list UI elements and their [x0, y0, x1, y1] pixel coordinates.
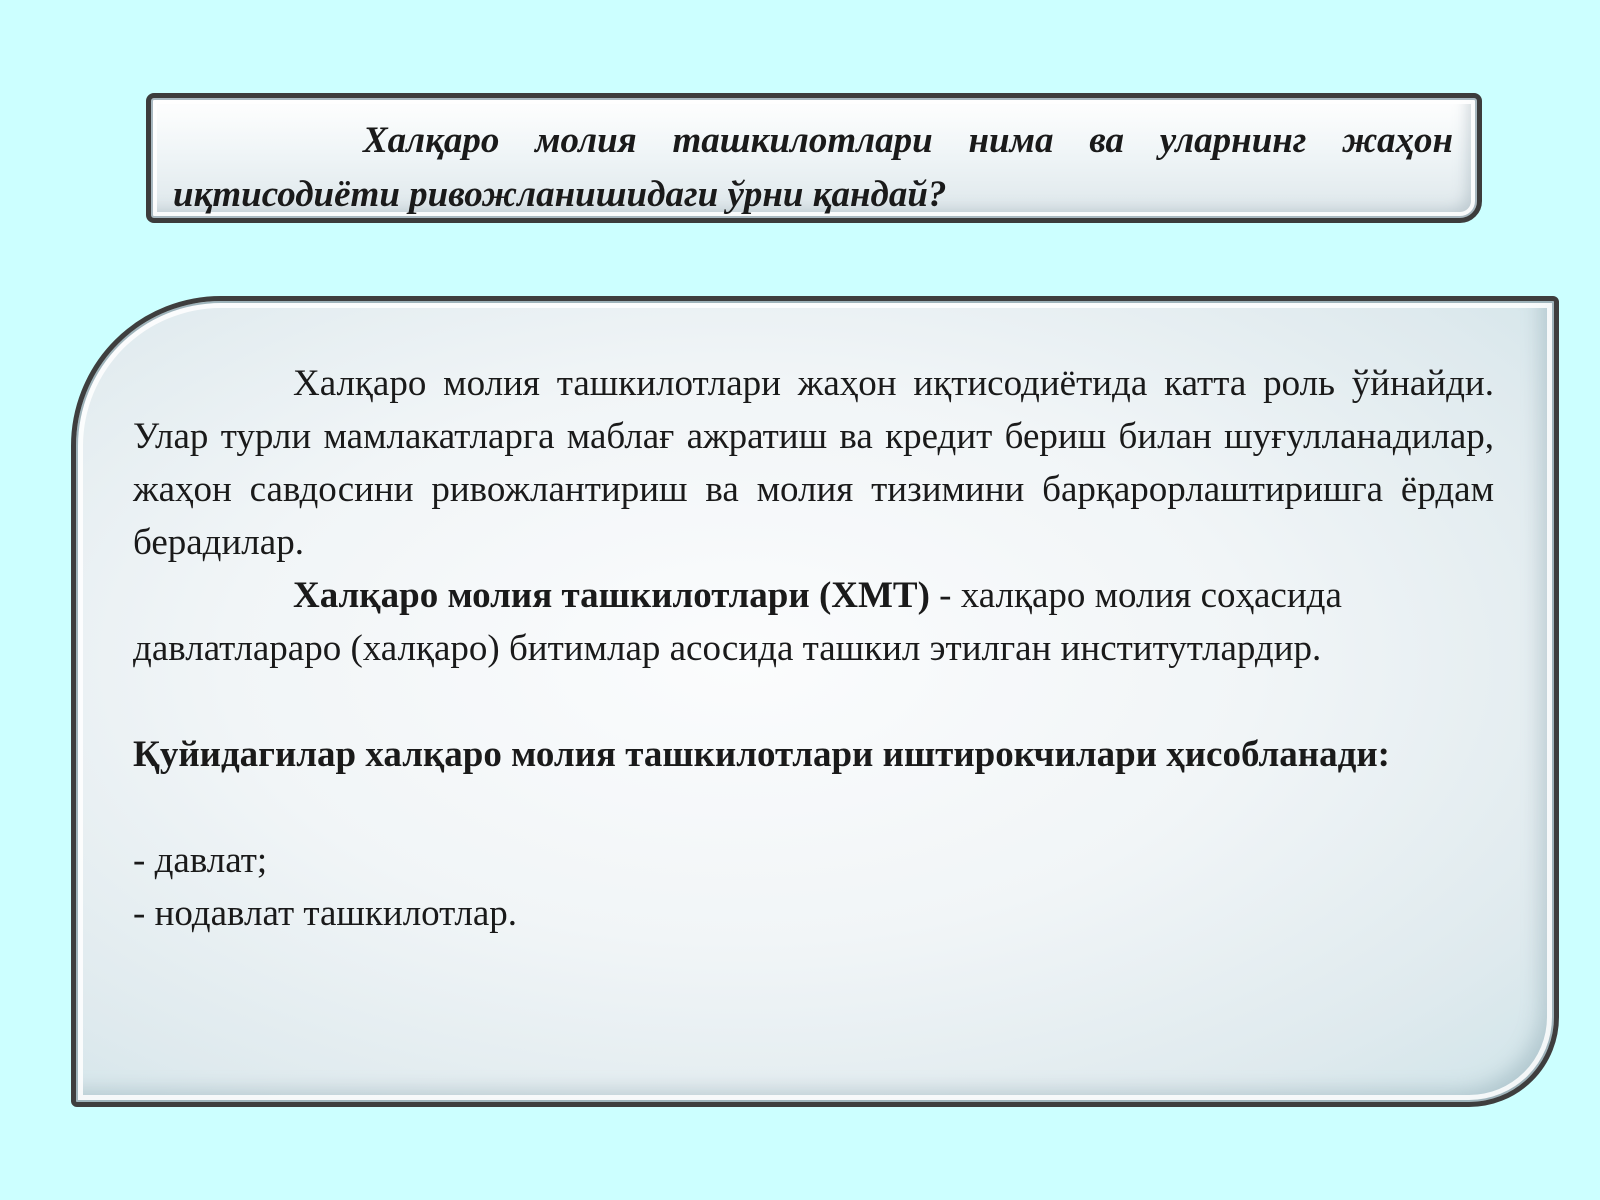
definition-text: - халқаро молия соҳасида давлатлараро (халқаро) битимлар асосида ташкил этилган институтлардир. [133, 575, 1342, 669]
participants-heading: Қуйидагилар халқаро молия ташкилотлари иштирокчилари ҳисобланади: [133, 734, 1390, 775]
title-box [146, 93, 1482, 223]
slide-title: Халқаро молия ташкилотлари нима ва уларнинг жаҳон иқтисодиёти ривожланишидаги ўрни қандай? [173, 120, 1453, 215]
spacer [133, 781, 1494, 834]
intro-paragraph: Халқаро молия ташкилотлари жаҳон иқтисодиётида катта роль ўйнайди. Улар турли мамлакатларга маблағ ажратиш ва кредит бериш билан шуғулланадилар, жаҳон савдосини ривожлантириш ва молия тизимини барқарорлаштиришга ёрдам берадилар. [133, 363, 1494, 563]
definition-term: Халқаро молия ташкилотлари (ХМТ) [293, 575, 930, 616]
participant-item-state: - давлат; [133, 840, 268, 881]
content-box [71, 296, 1559, 1107]
definition-paragraph [133, 569, 1494, 675]
participant-item-nongovernmental: - нодавлат ташкилотлар. [133, 893, 518, 934]
spacer [133, 675, 1494, 728]
